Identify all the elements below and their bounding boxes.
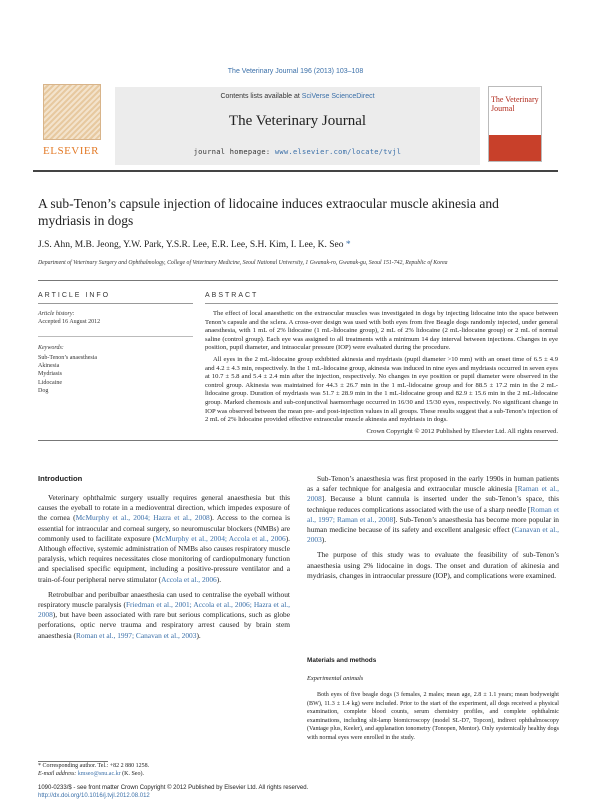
header-rule bbox=[33, 170, 558, 172]
cover-title: The Veterinary Journal bbox=[491, 95, 539, 113]
article-info-rule bbox=[38, 303, 193, 304]
cover-band bbox=[489, 135, 541, 161]
journal-homepage: journal homepage: www.elsevier.com/locate/tvjl bbox=[193, 148, 402, 156]
sciencedirect-link[interactable]: SciVerse ScienceDirect bbox=[301, 93, 375, 100]
affiliation: Department of Veterinary Surgery and Ophthalmology, College of Veterinary Medicine, Seoul National University, 1 Gwanak-ro, Gwanak-gu, Seoul 151-742, Republic of Korea bbox=[38, 260, 448, 266]
abstract-bottom-rule bbox=[38, 440, 558, 441]
abstract-paragraph: All eyes in the 2 mL-lidocaine group exhibited akinesia and mydriasis (pupil diameter >10 mm) with an onset time of 6.5 ± 4.9 and 4.2 ± 4.3 min, respectively. In the 1 mL-lidocaine group, akinesia was induced in nine eyes and mydriasis occurred in seven eyes at 10.7 ± 5.8 and 5.4 ± 2.4 min after the injection, respectively. No changes in eye position or pupil diameter were observed in the control group. Akinesia was maintained for 44.3 ± 26.7 min in the 1 mL-lidocaine group and for 88.5 ± 17.2 min in the 2 mL-lidocaine group. Duration of mydriasis was 51.7 ± 28.9 min in the 1 mL-lidocaine group and 82.9 ± 15.6 min in the 2 mL-lidocaine group. Marked chemosis and sub-conjunctival haemorrhage occurred in 16/30 and 15/30 eyes, respectively. No significant change in IOP was observed between the mean pre- and post-injection values in all groups. These results suggest that a sub-Tenon’s injection of 2 mL of 2% lidocaine provided effective extraocular muscle akinesia and mydriasis in dogs. bbox=[205, 355, 558, 424]
body-paragraph: Both eyes of five beagle dogs (3 females, 2 males; mean age, 2.8 ± 1.1 years; mean bodyweight (BW), 11.3 ± 1.4 kg) were included. Prior to the start of the experiment, all dogs received a physical examination, complete blood counts, serum chemistry profiles, and complete ophthalmic examinations, including slit-lamp biomicroscopy (model SL-D7, Topcon), indirect ophthalmoscopy (Vantage plus, Keeler), and applanation tonometry (Tonopen, Mentor). Only systemically healthy dogs with normal eyes were enrolled in the study. bbox=[307, 692, 559, 741]
citation-link[interactable]: Raman et al., 2008 bbox=[307, 484, 559, 504]
introduction-heading: Introduction bbox=[38, 474, 83, 483]
citation-link[interactable]: McMurphy et al., 2004; Hazra et al., 2008 bbox=[75, 513, 210, 523]
body-paragraph: The purpose of this study was to evaluate the feasibility of sub-Tenon’s anaesthesia using 2% lidocaine in dogs. The onset and duration of akinesia and mydriasis, changes in intraocular pressure (IOP), and complications were examined. bbox=[307, 550, 559, 580]
keyword: Lidocaine bbox=[38, 379, 62, 386]
article-title: A sub-Tenon’s capsule injection of lidocaine induces extraocular muscle akinesia and mydriasis in dogs bbox=[38, 196, 499, 228]
email-note: E-mail address: kmseo@snu.ac.kr (K. Seo). bbox=[38, 771, 144, 777]
issn-line: 1090-0233/$ - see front matter Crown Copyright © 2012 Published by Elsevier Ltd. All rights reserved. bbox=[38, 785, 309, 791]
keyword-list bbox=[38, 354, 97, 395]
right-column bbox=[307, 474, 559, 586]
article-info-heading: ARTICLE INFO bbox=[38, 292, 111, 299]
abstract-heading: ABSTRACT bbox=[205, 292, 259, 299]
keyword: Mydriasis bbox=[38, 371, 62, 378]
citation-link[interactable]: Friedman et al., 2001; Accola et al., 2006; Hazra et al., 2008 bbox=[38, 600, 290, 620]
elsevier-logo bbox=[33, 84, 109, 162]
elsevier-tree-icon bbox=[43, 84, 101, 140]
citation-link[interactable]: McMurphy et al., 2004; Accola et al., 2006 bbox=[155, 533, 286, 543]
history-rule bbox=[38, 336, 193, 337]
citation-link[interactable]: Roman et al., 1997; Canavan et al., 2003 bbox=[75, 630, 197, 640]
publisher-name: ELSEVIER bbox=[43, 145, 99, 157]
history-value: Accepted 16 August 2012 bbox=[38, 319, 101, 325]
abstract-rule bbox=[205, 303, 558, 304]
keyword: Dog bbox=[38, 387, 49, 394]
corresponding-author-note: * Corresponding author. Tel.: +82 2 880 1258. bbox=[38, 763, 150, 769]
body-paragraph: Veterinary ophthalmic surgery usually requires general anaesthesia but this causes the eyeball to rotate in a medioventral direction, which impedes exposure of the cornea (McMurphy et al., 2004; Hazra et al., 2008). Access to the cornea is essential for intraocular and corneal surgery, so neuromuscular blockers (NMBs) are commonly used to facilitate exposure (McMurphy et al., 2004; Accola et al., 2006). Although effective, systemic administration of NMBs also causes respiratory muscle paralysis, which requires necessitates close monitoring of cardiopulmonary function and specialised specific equipment, including a positive-pressure ventilator and a train-of-four peripheral nerve stimulator (Accola et al., 2006). bbox=[38, 493, 290, 584]
email-link[interactable]: kmseo@snu.ac.kr bbox=[77, 771, 121, 777]
abstract-copyright: Crown Copyright © 2012 Published by Elsevier Ltd. All rights reserved. bbox=[366, 427, 558, 435]
homepage-link[interactable]: www.elsevier.com/locate/tvjl bbox=[274, 148, 402, 156]
body-paragraph: Sub-Tenon’s anaesthesia was first proposed in the early 1990s in human patients as a safer technique for analgesia and extraocular muscle akinesia [Raman et al., 2008]. Because a blunt cannula is inserted under the sub-Tenon’s space, this technique reduces complications associated with the use of a sharp needle [Roman et al., 1997; Raman et al., 2008]. Sub-Tenon’s anaesthesia has become more popular in human medicine because of its safety and excellent analgesic effect (Canavan et al., 2003). bbox=[307, 474, 560, 545]
experimental-animals-text bbox=[307, 691, 559, 742]
abstract-paragraph: The effect of local anaesthetic on the extraocular muscles was investigated in dogs by injecting lidocaine into the space between Tenon’s capsule and the sclera. A cross-over design was used with both eyes from five Beagle dogs randomly injected, under general anaesthesia, with 1 mL of 2% lidocaine (1 mL-lidocaine group), 2 mL of 2% lidocaine (2 mL-lidocaine group) or 2 mL of normal saline (control group). Each eye was assigned to all treatments with a minimum 14 day interval between injections. Changes in eye position, pupil diameter, and intraocular pressure (IOP) were evaluated during the procedure. bbox=[205, 310, 558, 352]
contents-line: Contents lists available at SciVerse ScienceDirect bbox=[220, 93, 375, 100]
methods-heading: Materials and methods bbox=[307, 657, 377, 664]
journal-reference[interactable]: The Veterinary Journal 196 (2013) 103–108 bbox=[227, 68, 364, 75]
citation-link[interactable]: Accola et al., 2006 bbox=[161, 574, 217, 584]
footnote-rule bbox=[38, 761, 108, 762]
citation-link[interactable]: Roman et al., 1997; Raman et al., 2008 bbox=[307, 504, 560, 524]
journal-title: The Veterinary Journal bbox=[228, 113, 367, 129]
affiliation-rule bbox=[38, 280, 558, 281]
citation-link[interactable]: Canavan et al., 2003 bbox=[307, 525, 559, 545]
journal-cover-thumbnail bbox=[488, 86, 542, 162]
history-label: Article history: bbox=[38, 311, 75, 317]
doi-link[interactable]: http://dx.doi.org/10.1016/j.tvjl.2012.08.012 bbox=[38, 793, 150, 799]
corresponding-author-mark[interactable]: * bbox=[343, 240, 351, 250]
body-paragraph: Retrobulbar and peribulbar anaesthesia can used to centralise the eyeball without respiratory muscle paralysis (Friedman et al., 2001; Accola et al., 2006; Hazra et al., 2008), but have been associated with rare but serious complications, such as globe perforations, optic nerve trauma and respiratory arrest caused by brain stem anaesthesia (Roman et al., 1997; Canavan et al., 2003). bbox=[38, 589, 290, 640]
keywords-label: Keywords: bbox=[38, 345, 64, 351]
keyword: Akinesia bbox=[38, 363, 60, 370]
keyword: Sub-Tenon’s anaesthesia bbox=[38, 355, 98, 361]
left-column bbox=[38, 493, 290, 646]
abstract-body bbox=[205, 310, 558, 439]
experimental-animals-heading: Experimental animals bbox=[307, 675, 364, 682]
author-list: J.S. Ahn, M.B. Jeong, Y.W. Park, Y.S.R. Lee, E.R. Lee, S.H. Kim, I. Lee, K. Seo * bbox=[38, 240, 351, 250]
